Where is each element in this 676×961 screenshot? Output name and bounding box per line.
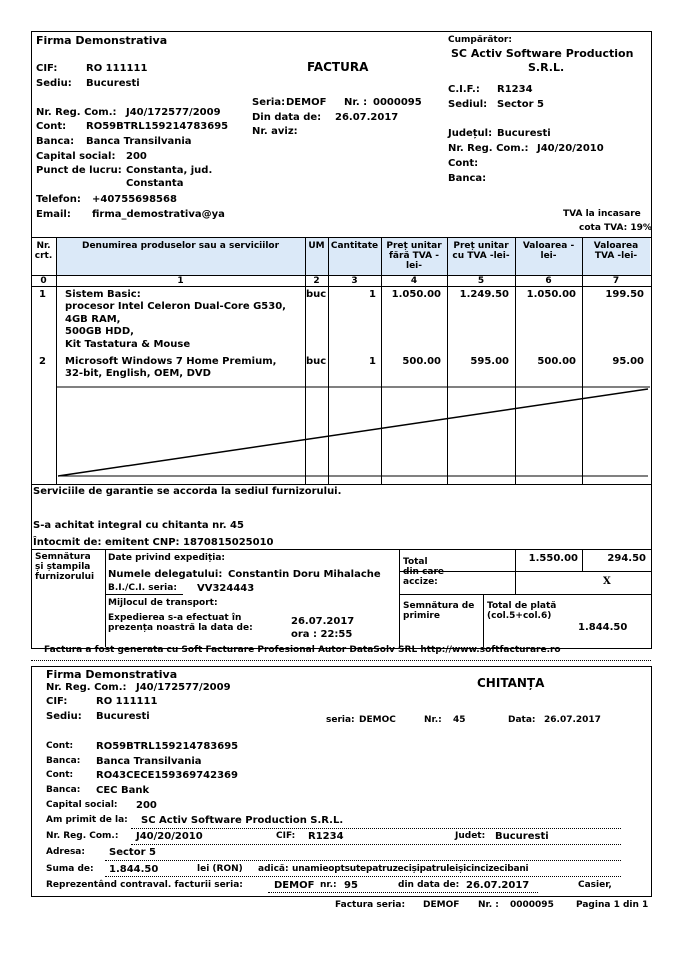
seller-capital: 200 bbox=[126, 151, 147, 162]
invoice-serie-label: Seria: bbox=[252, 97, 286, 108]
row-desc-line: 4GB RAM, bbox=[65, 314, 121, 325]
receipt-cif-label: CIF: bbox=[46, 696, 68, 707]
row-desc-line: 32-bit, English, OEM, DVD bbox=[65, 368, 211, 379]
row-nr: 2 bbox=[39, 356, 46, 367]
row-val: 1.050.00 bbox=[526, 289, 576, 300]
note-garantie: Serviciile de garantie se accorda la sediul furnizorului. bbox=[33, 486, 342, 497]
semnatura-1: Semnătura bbox=[35, 552, 91, 562]
receipt-serie-label: seria: bbox=[326, 715, 355, 725]
receipt-regcom: J40/172577/2009 bbox=[136, 682, 231, 693]
buyer-cif-label: C.I.F.: bbox=[448, 84, 480, 95]
receipt-sediu: Bucuresti bbox=[96, 711, 150, 722]
receipt-lei-label: lei (RON) bbox=[197, 864, 243, 874]
buyer-tva-1: TVA la incasare bbox=[563, 209, 641, 219]
receipt-adica-label: adică: bbox=[258, 864, 289, 874]
table-row bbox=[31, 289, 650, 351]
receipt-primit: SC Activ Software Production S.R.L. bbox=[141, 815, 344, 826]
seller-email-label: Email: bbox=[36, 209, 71, 220]
receipt-judet-label: Judet: bbox=[455, 831, 486, 841]
semn-primire-2: primire bbox=[403, 611, 440, 621]
receipt-cont2-label: Cont: bbox=[46, 770, 74, 780]
seller-telefon: +40755698568 bbox=[92, 194, 177, 205]
receipt-adresa: Sector 5 bbox=[109, 847, 156, 858]
receipt-primit-label: Am primit de la: bbox=[46, 815, 128, 825]
receipt-banca2: CEC Bank bbox=[96, 785, 150, 796]
receipt-adica: unamieoptsutepatruzecișipatruleișicincizecibani bbox=[292, 864, 529, 874]
receipt-data: 26.07.2017 bbox=[544, 715, 601, 725]
efectuat-1: Expedierea s-a efectuat în bbox=[108, 613, 242, 623]
invoice-nr: 0000095 bbox=[373, 97, 422, 108]
bi: VV324443 bbox=[197, 583, 255, 594]
seller-banca-label: Banca: bbox=[36, 136, 75, 147]
row-tva: 95.00 bbox=[612, 356, 644, 367]
row-desc-line: Microsoft Windows 7 Home Premium, bbox=[65, 356, 277, 367]
row-um: buc bbox=[306, 289, 327, 300]
receipt-adresa-label: Adresa: bbox=[46, 847, 85, 857]
receipt-reprez-nr-label: nr.: bbox=[320, 880, 337, 890]
buyer-cif: R1234 bbox=[497, 84, 533, 95]
receipt-cif2: R1234 bbox=[308, 831, 344, 842]
seller-cif: RO 111111 bbox=[86, 63, 148, 74]
buyer-sediu: Sector 5 bbox=[497, 99, 544, 110]
receipt-suma-label: Suma de: bbox=[46, 864, 94, 874]
row-val: 500.00 bbox=[537, 356, 576, 367]
total-label-1: Total bbox=[403, 557, 428, 567]
colnum-3: 3 bbox=[351, 276, 358, 286]
buyer-regcom: J40/20/2010 bbox=[537, 143, 604, 154]
receipt-cif2-label: CIF: bbox=[276, 831, 296, 841]
row-qty: 1 bbox=[369, 289, 376, 300]
colnum-1: 1 bbox=[177, 276, 184, 286]
colnum-4: 4 bbox=[410, 276, 418, 286]
delegat: Constantin Doru Mihalache bbox=[228, 569, 381, 580]
page-footer-nr: 0000095 bbox=[510, 900, 554, 910]
invoice-title: FACTURA bbox=[307, 60, 369, 74]
invoice-date-label: Din data de: bbox=[252, 112, 322, 123]
th-nr-crt: Nr. crt. bbox=[34, 241, 53, 261]
receipt-cont1-label: Cont: bbox=[46, 741, 74, 751]
receipt-banca1: Banca Transilvania bbox=[96, 756, 202, 767]
row-pu: 500.00 bbox=[402, 356, 441, 367]
buyer-banca-label: Banca: bbox=[448, 173, 487, 184]
receipt-nr-label: Nr.: bbox=[424, 715, 442, 725]
note-achitat: S-a achitat integral cu chitanta nr. 45 bbox=[33, 520, 244, 531]
total-plata: 1.844.50 bbox=[578, 622, 628, 633]
bi-label: B.I./C.I. seria: bbox=[108, 583, 177, 593]
th-valoarea-tva: Valoarea TVA -lei- bbox=[593, 241, 639, 261]
invoice-aviz-label: Nr. aviz: bbox=[252, 126, 298, 137]
semnatura-3: furnizorului bbox=[35, 572, 95, 582]
receipt-reprez-nr: 95 bbox=[344, 880, 358, 891]
receipt-regcom2-label: Nr. Reg. Com.: bbox=[46, 831, 119, 841]
receipt-capital: 200 bbox=[136, 800, 157, 811]
expeditie-label: Date privind expediția: bbox=[108, 553, 226, 563]
receipt-sediu-label: Sediu: bbox=[46, 711, 82, 722]
total-plata-label-2: (col.5+col.6) bbox=[487, 611, 552, 621]
receipt-data-label: Data: bbox=[508, 715, 536, 725]
buyer-tva-2: cota TVA: 19% bbox=[579, 223, 652, 233]
th-pret-fara-tva: Preț unitar fără TVA -lei- bbox=[386, 241, 442, 271]
buyer-judet: Bucuresti bbox=[497, 128, 551, 139]
row-pu: 1.050.00 bbox=[391, 289, 441, 300]
invoice-date: 26.07.2017 bbox=[335, 112, 399, 123]
receipt-reprez-data-label: din data de: bbox=[398, 880, 460, 890]
receipt-cont2: RO43CECE159369742369 bbox=[96, 770, 238, 781]
page-footer-pagina: Pagina 1 din 1 bbox=[576, 900, 649, 910]
colnum-6: 6 bbox=[545, 276, 552, 286]
seller-cont-label: Cont: bbox=[36, 121, 67, 132]
seller-telefon-label: Telefon: bbox=[36, 194, 81, 205]
receipt-reprez-label: Reprezentând contraval. facturii seria: bbox=[46, 880, 243, 890]
transport-label: Mijlocul de transport: bbox=[108, 598, 218, 608]
receipt-cont1: RO59BTRL159214783695 bbox=[96, 741, 239, 752]
receipt-serie: DEMOC bbox=[359, 715, 396, 725]
row-nr: 1 bbox=[39, 289, 46, 300]
seller-banca: Banca Transilvania bbox=[86, 136, 192, 147]
receipt-suma: 1.844.50 bbox=[109, 864, 159, 875]
row-pu-tva: 595.00 bbox=[470, 356, 509, 367]
semnatura-2: și ștampila bbox=[35, 562, 91, 572]
seller-capital-label: Capital social: bbox=[36, 151, 116, 162]
buyer-regcom-label: Nr. Reg. Com.: bbox=[448, 143, 529, 154]
row-tva: 199.50 bbox=[605, 289, 644, 300]
colnum-5: 5 bbox=[477, 276, 485, 286]
buyer-name-1: SC Activ Software Production bbox=[451, 47, 634, 60]
row-qty: 1 bbox=[369, 356, 376, 367]
receipt-company-name: Firma Demonstrativa bbox=[46, 668, 178, 681]
seller-cif-label: CIF: bbox=[36, 63, 58, 74]
seller-sediu-label: Sediu: bbox=[36, 78, 72, 89]
delegat-label: Numele delegatului: bbox=[108, 569, 223, 580]
th-cantitate: Cantitate bbox=[330, 241, 379, 251]
colnum-0: 0 bbox=[40, 276, 47, 286]
total-tva: 294.50 bbox=[607, 553, 646, 564]
efectuat-2: prezența noastră la data de: bbox=[108, 623, 253, 633]
buyer-judet-label: Județul: bbox=[448, 128, 493, 139]
th-denumire: Denumirea produselor sau a serviciilor bbox=[81, 241, 280, 251]
row-desc-line: procesor Intel Celeron Dual-Core G530, bbox=[65, 301, 286, 312]
th-valoarea: Valoarea -lei- bbox=[522, 241, 575, 261]
row-um: buc bbox=[306, 356, 327, 367]
page-footer-serie-label: Factura seria: bbox=[335, 900, 406, 910]
accize-mark: X bbox=[603, 576, 611, 587]
total-label-2: din care bbox=[403, 567, 445, 577]
row-desc-line: Kit Tastatura & Mouse bbox=[65, 339, 191, 350]
seller-regcom-label: Nr. Reg. Com.: bbox=[36, 107, 117, 118]
exp-date: 26.07.2017 bbox=[291, 616, 355, 627]
seller-cont: RO59BTRL159214783695 bbox=[86, 121, 229, 132]
total-plata-label-1: Total de plată bbox=[487, 601, 557, 611]
total-label-3: accize: bbox=[403, 577, 438, 587]
receipt-reprez-serie: DEMOF bbox=[274, 880, 315, 891]
page-footer-serie: DEMOF bbox=[423, 900, 460, 910]
semn-primire-1: Semnătura de bbox=[403, 601, 475, 611]
seller-email: firma_demostrativa@ya bbox=[92, 209, 225, 220]
receipt-banca1-label: Banca: bbox=[46, 756, 81, 766]
receipt-casier: Casier, bbox=[578, 880, 612, 890]
th-pret-cu-tva: Preț unitar cu TVA -lei- bbox=[452, 241, 510, 261]
receipt-regcom-label: Nr. Reg. Com.: bbox=[46, 682, 127, 693]
note-intocmit: Întocmit de: emitent CNP: 1870815025010 bbox=[33, 537, 274, 548]
row-desc-line: 500GB HDD, bbox=[65, 326, 134, 337]
receipt-title: CHITANȚA bbox=[477, 676, 545, 690]
invoice-serie: DEMOF bbox=[286, 97, 327, 108]
buyer-name-2: S.R.L. bbox=[528, 61, 565, 74]
row-desc-line: Sistem Basic: bbox=[65, 289, 141, 300]
receipt-capital-label: Capital social: bbox=[46, 800, 118, 810]
seller-punct-label: Punct de lucru: bbox=[36, 165, 122, 176]
receipt-judet: Bucuresti bbox=[495, 831, 549, 842]
receipt-reprez-data: 26.07.2017 bbox=[466, 880, 530, 891]
receipt-banca2-label: Banca: bbox=[46, 785, 81, 795]
row-pu-tva: 1.249.50 bbox=[459, 289, 509, 300]
colnum-7: 7 bbox=[612, 276, 620, 286]
seller-sediu: Bucuresti bbox=[86, 78, 140, 89]
seller-punct-1: Constanta, jud. bbox=[126, 165, 213, 176]
receipt-nr: 45 bbox=[453, 715, 466, 725]
seller-name: Firma Demonstrativa bbox=[36, 34, 168, 47]
buyer-label: Cumpărător: bbox=[448, 35, 512, 45]
receipt-cif: RO 111111 bbox=[96, 696, 158, 707]
total-value: 1.550.00 bbox=[528, 553, 578, 564]
exp-time: ora : 22:55 bbox=[291, 629, 353, 640]
empty-rows-strike bbox=[56, 385, 650, 484]
generated-note: Factura a fost generata cu Soft Facturare Profesional Autor DataSolv SRL http://www.softfacturare.ro bbox=[44, 645, 561, 655]
receipt-regcom2: J40/20/2010 bbox=[136, 831, 203, 842]
th-um: UM bbox=[308, 241, 325, 251]
buyer-cont-label: Cont: bbox=[448, 158, 479, 169]
table-row bbox=[31, 356, 650, 382]
seller-regcom: J40/172577/2009 bbox=[126, 107, 221, 118]
colnum-2: 2 bbox=[313, 276, 320, 286]
buyer-sediu-label: Sediul: bbox=[448, 99, 488, 110]
page-footer-nr-label: Nr. : bbox=[478, 900, 499, 910]
invoice-nr-label: Nr. : bbox=[344, 97, 368, 108]
seller-punct-2: Constanta bbox=[126, 178, 184, 189]
